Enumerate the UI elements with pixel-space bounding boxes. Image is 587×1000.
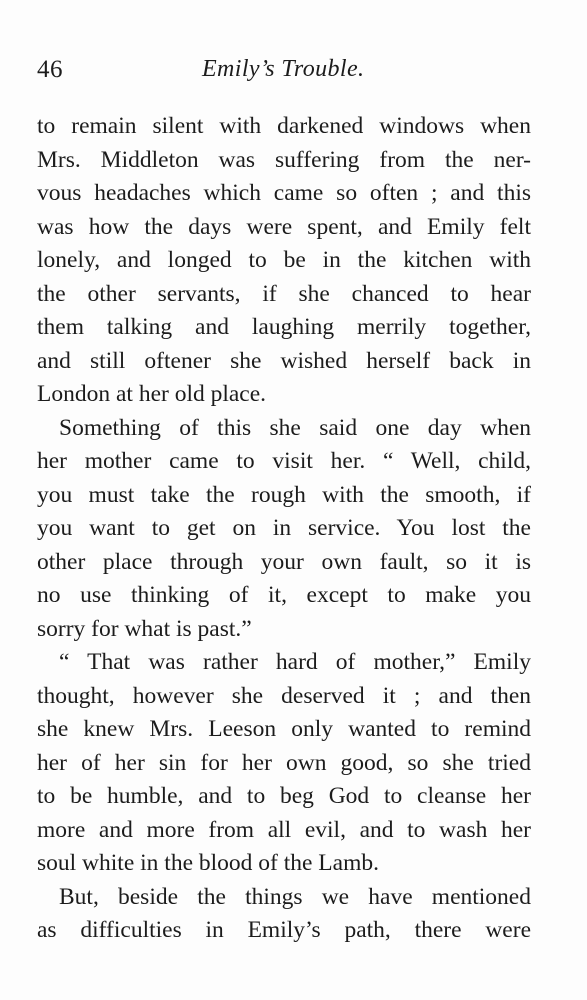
page-header [37, 56, 531, 92]
text-line: soul white in the blood of the Lamb. [37, 850, 380, 876]
text-line: But, beside the things we have mentioned [59, 883, 531, 910]
text-line: more and more from all evil, and to wash her [37, 816, 531, 843]
text-line: to remain silent with darkened windows when [37, 113, 531, 139]
text-line: she knew Mrs. Leeson only wanted to remind [37, 716, 531, 742]
text-line: the other servants, if she chanced to hear [37, 280, 531, 307]
text-line: no use thinking of it, except to make you [37, 582, 531, 608]
body-text [37, 110, 531, 948]
text-line: as difficulties in Emily’s path, there were [37, 917, 531, 943]
text-line: lonely, and longed to be in the kitchen with [37, 247, 531, 273]
text-line: them talking and laughing merrily together, [37, 314, 531, 340]
text-line: vous headaches which came so often ; and this [37, 180, 531, 206]
page-number: 46 [37, 56, 63, 83]
text-line: her of her sin for her own good, so she tried [37, 749, 531, 776]
text-line: you must take the rough with the smooth, if [37, 481, 531, 508]
text-line: you want to get on in service. You lost the [37, 515, 531, 541]
text-line: to be humble, and to beg God to cleanse her [37, 783, 531, 809]
text-line: Something of this she said one day when [59, 414, 531, 441]
text-line: “ That was rather hard of mother,” Emily [59, 649, 531, 675]
running-title: Emily’s Trouble. [202, 56, 365, 82]
text-line: London at her old place. [37, 381, 267, 407]
text-line: was how the days were spent, and Emily felt [37, 213, 531, 240]
text-line: Mrs. Middleton was suffering from the ner- [37, 146, 531, 173]
text-line: other place through your own fault, so it is [37, 548, 531, 575]
text-line: her mother came to visit her. “ Well, child, [37, 448, 531, 474]
text-line: thought, however she deserved it ; and then [37, 682, 531, 709]
text-line: sorry for what is past.” [37, 615, 252, 642]
text-line: and still oftener she wished herself back in [37, 347, 531, 374]
